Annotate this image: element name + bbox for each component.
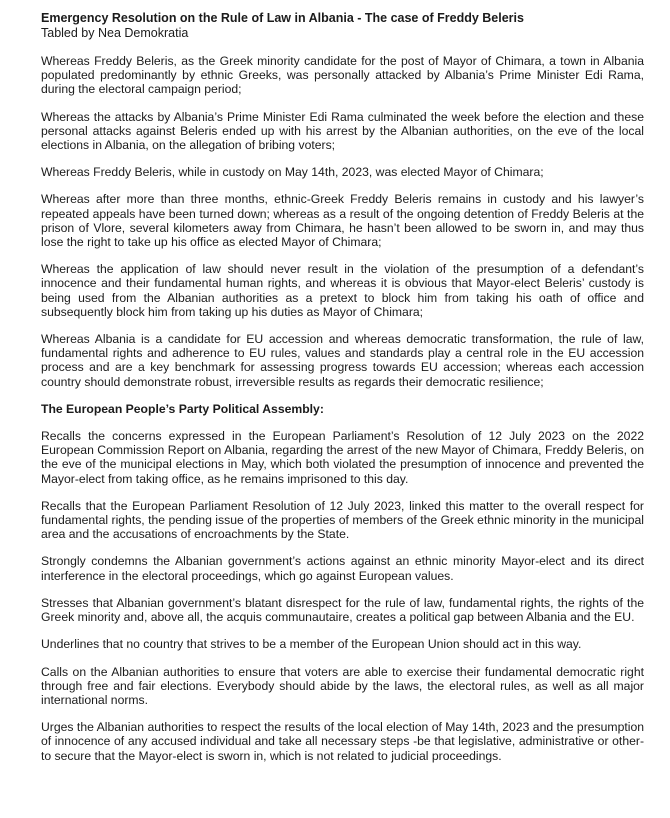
- whereas-paragraph: Whereas the application of law should never result in the violation of the presumption of a defendant’s innocence and their fundamental human rights, and whereas it is obvious that Mayor-elect Beleris’ custody is being used from the Albanian authorities as a pretext to block him from taking his oath of office and subsequently block him from taking up his duties as Mayor of Chimara;: [41, 262, 644, 319]
- operative-paragraph: Calls on the Albanian authorities to ensure that voters are able to exercise their fundamental democratic right through free and fair elections. Everybody should abide by the laws, the electoral rules, as well as all major international norms.: [41, 664, 644, 707]
- operative-paragraph: Recalls the concerns expressed in the European Parliament’s Resolution of 12 July 2023 on the 2022 European Commission Report on Albania, regarding the arrest of the new Mayor of Chimara, Freddy Beleris, on the eve of the municipal elections in May, which both violated the presumption of innocence and prevented the Mayor-elect from taking office, as he remains imprisoned to this day.: [41, 429, 644, 486]
- operative-paragraph: Urges the Albanian authorities to respect the results of the local election of May 14th, 2023 and the presumption of innocence of any accused individual and take all necessary steps -be that legislative, administrative or other- to secure that the Mayor-elect is sworn in, which is not related to judicial proceedings.: [41, 720, 644, 763]
- whereas-paragraph: Whereas Freddy Beleris, as the Greek minority candidate for the post of Mayor of Chimara, a town in Albania populated predominantly by ethnic Greeks, was personally attacked by Albania’s Prime Minister Edi Rama, during the electoral campaign period;: [41, 54, 644, 97]
- operative-paragraph: Recalls that the European Parliament Resolution of 12 July 2023, linked this matter to the overall respect for fundamental rights, the pending issue of the properties of members of the Greek ethnic minority in the municipal area and the accusations of encroachments by the State.: [41, 498, 644, 542]
- operative-paragraph: Strongly condemns the Albanian government’s actions against an ethnic minority Mayor-elect and its direct interference in the electoral proceedings, which go against European values.: [41, 554, 644, 583]
- operative-paragraph: Stresses that Albanian government’s blatant disrespect for the rule of law, fundamental rights, the rights of the Greek minority and, above all, the acquis communautaire, creates a political gap between Albania and the EU.: [41, 595, 644, 625]
- tabled-by: Tabled by Nea Demokratia: [41, 25, 189, 40]
- whereas-paragraph: Whereas after more than three months, ethnic-Greek Freddy Beleris remains in custody and his lawyer’s repeated appeals have been turned down; whereas as a result of the ongoing detention of Freddy Beleris at the prison of Vlore, several kilometers away from Chimara, he hasn’t been allowed to be sworn in, and may thus lose the right to take up his office as elected Mayor of Chimara;: [41, 192, 644, 250]
- document-title: Emergency Resolution on the Rule of Law in Albania - The case of Freddy Beleris: [41, 11, 524, 25]
- operative-paragraph: Underlines that no country that strives to be a member of the European Union should act in this way.: [41, 637, 582, 652]
- whereas-paragraph: Whereas Albania is a candidate for EU accession and whereas democratic transformation, the rule of law, fundamental rights and adherence to EU rules, values and standards play a central role in the EU accession process and are a key benchmark for assessing progress towards EU accession; whereas each accession country should demonstrate robust, irreversible results as regards their democratic resilience;: [41, 332, 644, 389]
- whereas-paragraph: Whereas Freddy Beleris, while in custody on May 14th, 2023, was elected Mayor of Chimara;: [41, 165, 544, 180]
- assembly-heading: The European People’s Party Political Assembly:: [41, 401, 324, 416]
- whereas-paragraph: Whereas the attacks by Albania’s Prime Minister Edi Rama culminated the week before the election and these personal attacks against Beleris ended up with his arrest by the Albanian authorities, on the eve of the local elections in Albania, on the allegation of bribing voters;: [41, 109, 644, 153]
